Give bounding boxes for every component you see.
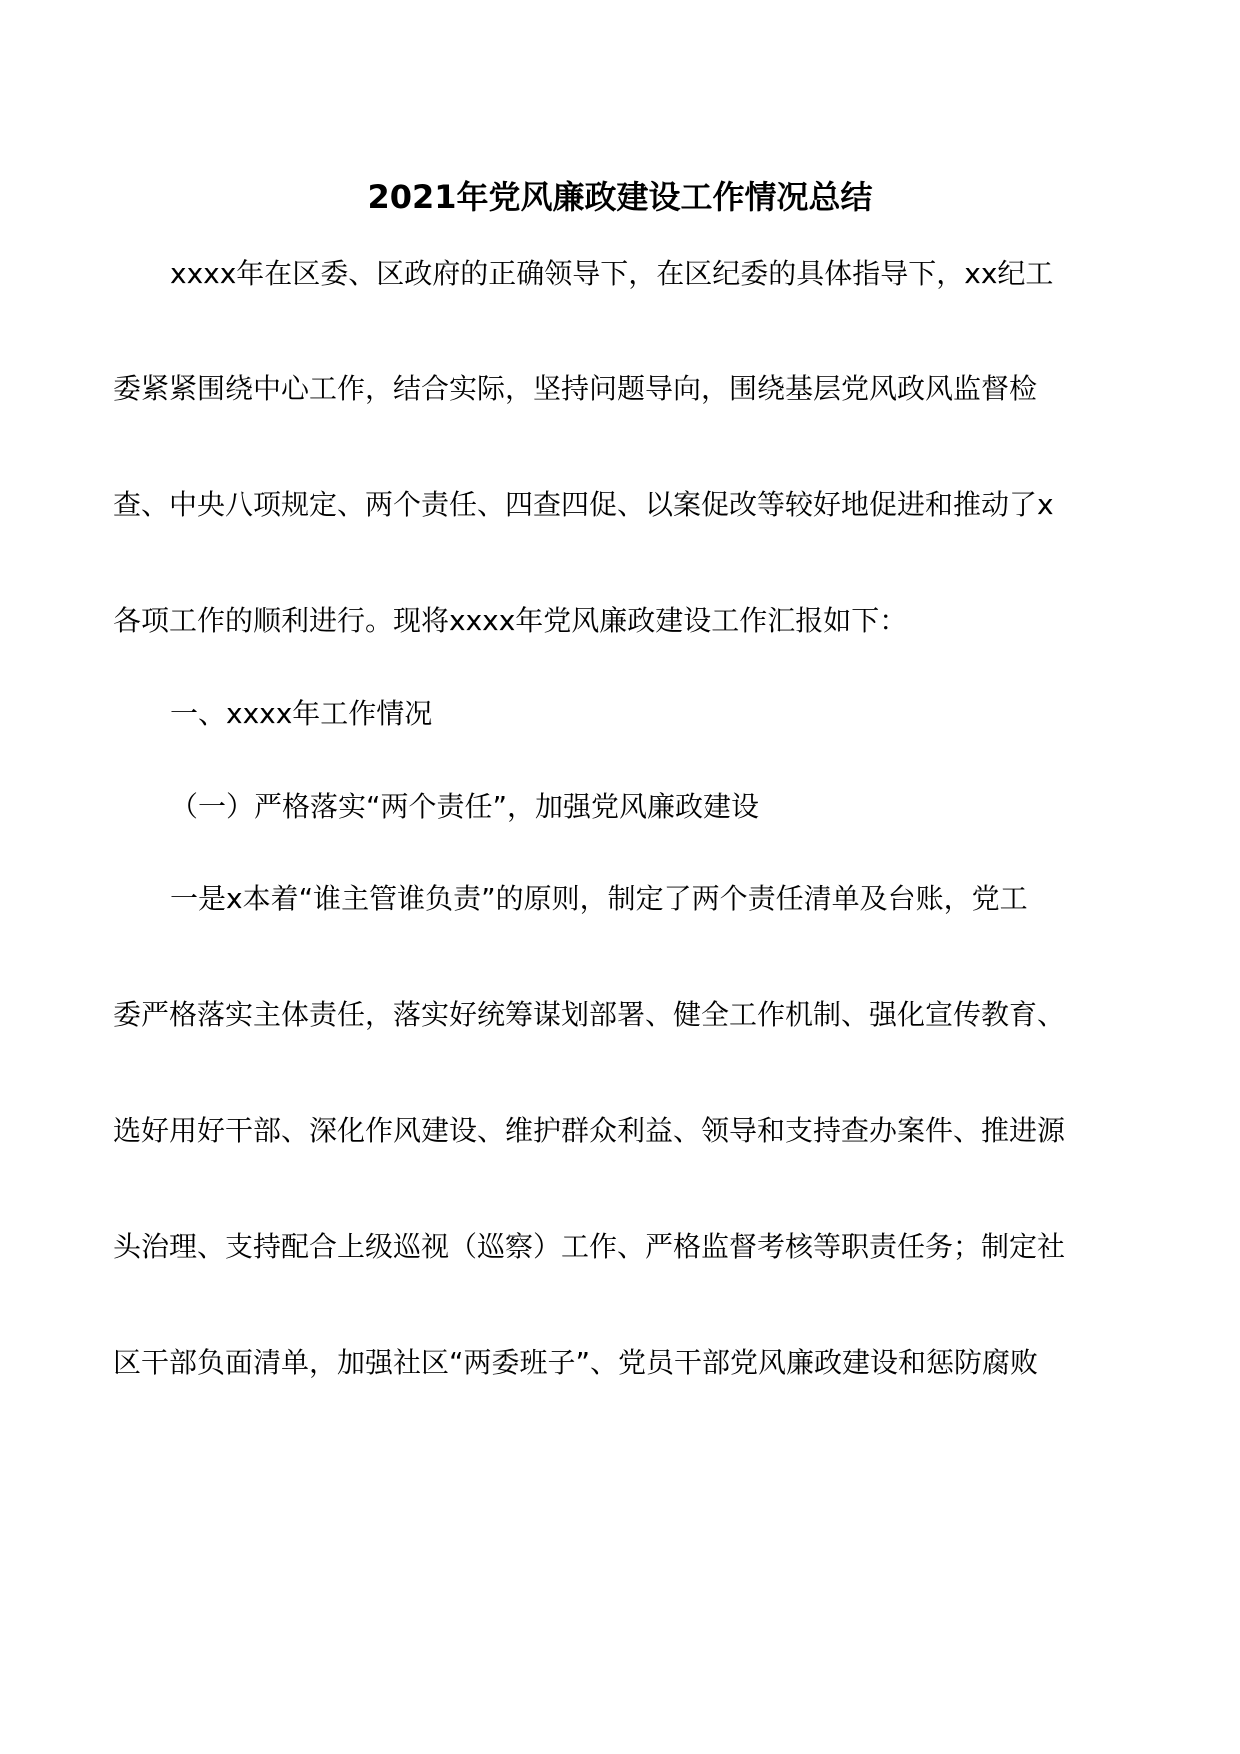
paragraph-line: 选好用好干部、深化作风建设、维护群众利益、领导和支持查办案件、推进源 [113, 1114, 1066, 1147]
document-title: 2021年党风廉政建设工作情况总结 [367, 178, 873, 216]
paragraph-line: 委严格落实主体责任，落实好统筹谋划部署、健全工作机制、强化宣传教育、 [113, 998, 1066, 1031]
paragraph-line: 各项工作的顺利进行。现将xxxx年党风廉政建设工作汇报如下： [113, 604, 908, 637]
paragraph-line: xxxx年在区委、区政府的正确领导下，在区纪委的具体指导下，xx纪工 [170, 257, 1054, 290]
paragraph-line: 一是x本着“谁主管谁负责”的原则，制定了两个责任清单及台账，党工 [170, 882, 1028, 915]
paragraph-line: 区干部负面清单，加强社区“两委班子”、党员干部党风廉政建设和惩防腐败 [113, 1346, 1039, 1379]
paragraph-line: 查、中央八项规定、两个责任、四查四促、以案促改等较好地促进和推动了x [113, 488, 1054, 521]
paragraph-line: 头治理、支持配合上级巡视（巡察）工作、严格监督考核等职责任务；制定社 [113, 1230, 1066, 1263]
subsection-heading: （一）严格落实“两个责任”，加强党风廉政建设 [170, 790, 760, 823]
section-heading: 一、xxxx年工作情况 [170, 697, 433, 730]
paragraph-line: 委紧紧围绕中心工作，结合实际，坚持问题导向，围绕基层党风政风监督检 [113, 372, 1038, 405]
